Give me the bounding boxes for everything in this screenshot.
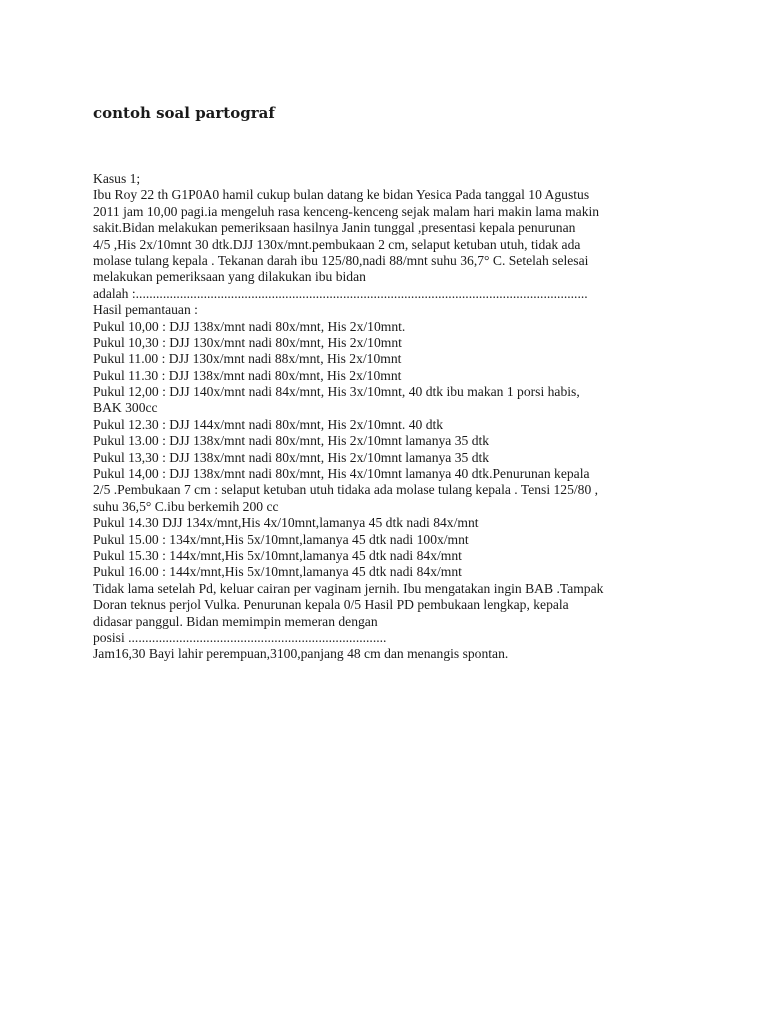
text-line: melakukan pemeriksaan yang dilakukan ibu bidan bbox=[93, 269, 366, 285]
text-line: Pukul 15.00 : 134x/mnt,His 5x/10mnt,lamanya 45 dtk nadi 100x/mnt bbox=[93, 531, 469, 547]
text-line: Pukul 11.00 : DJJ 130x/mnt nadi 88x/mnt, His 2x/10mnt bbox=[93, 351, 402, 367]
text-line: didasar panggul. Bidan memimpin memeran dengan bbox=[93, 613, 378, 629]
text-line: Pukul 13.00 : DJJ 138x/mnt nadi 80x/mnt, His 2x/10mnt lamanya 35 dtk bbox=[93, 433, 490, 449]
text-line: Pukul 10,30 : DJJ 130x/mnt nadi 80x/mnt, His 2x/10mnt bbox=[93, 334, 402, 350]
text-line: Pukul 14.30 DJJ 134x/mnt,His 4x/10mnt,lamanya 45 dtk nadi 84x/mnt bbox=[93, 515, 479, 531]
document-body bbox=[93, 171, 693, 663]
text-line: BAK 300cc bbox=[93, 400, 158, 416]
text-line: Hasil pemantauan : bbox=[93, 302, 198, 318]
text-line: Pukul 16.00 : 144x/mnt,His 5x/10mnt,lamanya 45 dtk nadi 84x/mnt bbox=[93, 564, 462, 580]
text-line: Pukul 15.30 : 144x/mnt,His 5x/10mnt,lamanya 45 dtk nadi 84x/mnt bbox=[93, 547, 462, 563]
text-line: Pukul 12.30 : DJJ 144x/mnt nadi 80x/mnt, His 2x/10mnt. 40 dtk bbox=[93, 416, 444, 432]
text-line: Doran teknus perjol Vulka. Penurunan kepala 0/5 Hasil PD pembukaan lengkap, kepala bbox=[93, 597, 569, 613]
text-line: Ibu Roy 22 th G1P0A0 hamil cukup bulan datang ke bidan Yesica Pada tanggal 10 Agustus bbox=[93, 187, 590, 203]
text-line: Pukul 10,00 : DJJ 138x/mnt nadi 80x/mnt, His 2x/10mnt. bbox=[93, 318, 406, 334]
text-line: Pukul 14,00 : DJJ 138x/mnt nadi 80x/mnt, His 4x/10mnt lamanya 40 dtk.Penurunan kepala bbox=[93, 466, 590, 482]
text-line: Jam16,30 Bayi lahir perempuan,3100,panjang 48 cm dan menangis spontan. bbox=[93, 646, 509, 662]
text-line: Tidak lama setelah Pd, keluar cairan per vaginam jernih. Ibu mengatakan ingin BAB .Tampak bbox=[93, 580, 604, 596]
text-line: 4/5 ,His 2x/10mnt 30 dtk.DJJ 130x/mnt.pembukaan 2 cm, selaput ketuban utuh, tidak ada bbox=[93, 236, 581, 252]
text-line: suhu 36,5° C.ibu berkemih 200 cc bbox=[93, 498, 279, 514]
text-line: posisi ............................................................................ bbox=[93, 629, 387, 645]
text-line: molase tulang kepala . Tekanan darah ibu 125/80,nadi 88/mnt suhu 36,7° C. Setelah selesai bbox=[93, 252, 589, 268]
document-title: contoh soal partograf bbox=[93, 104, 275, 122]
text-line: 2/5 .Pembukaan 7 cm : selaput ketuban utuh tidaka ada molase tulang kepala . Tensi 125/80 , bbox=[93, 482, 599, 498]
text-line: sakit.Bidan melakukan pemeriksaan hasilnya Janin tunggal ,presentasi kepala penurunan bbox=[93, 220, 576, 236]
text-line: adalah :..................................................................................................................................... bbox=[93, 285, 588, 301]
text-line: Kasus 1; bbox=[93, 171, 141, 186]
text-line: Pukul 11.30 : DJJ 138x/mnt nadi 80x/mnt, His 2x/10mnt bbox=[93, 367, 402, 383]
text-line: 2011 jam 10,00 pagi.ia mengeluh rasa kenceng-kenceng sejak malam hari makin lama makin bbox=[93, 203, 600, 219]
text-line: Pukul 13,30 : DJJ 138x/mnt nadi 80x/mnt, His 2x/10mnt lamanya 35 dtk bbox=[93, 449, 490, 465]
text-line: Pukul 12,00 : DJJ 140x/mnt nadi 84x/mnt, His 3x/10mnt, 40 dtk ibu makan 1 porsi habis, bbox=[93, 384, 580, 400]
